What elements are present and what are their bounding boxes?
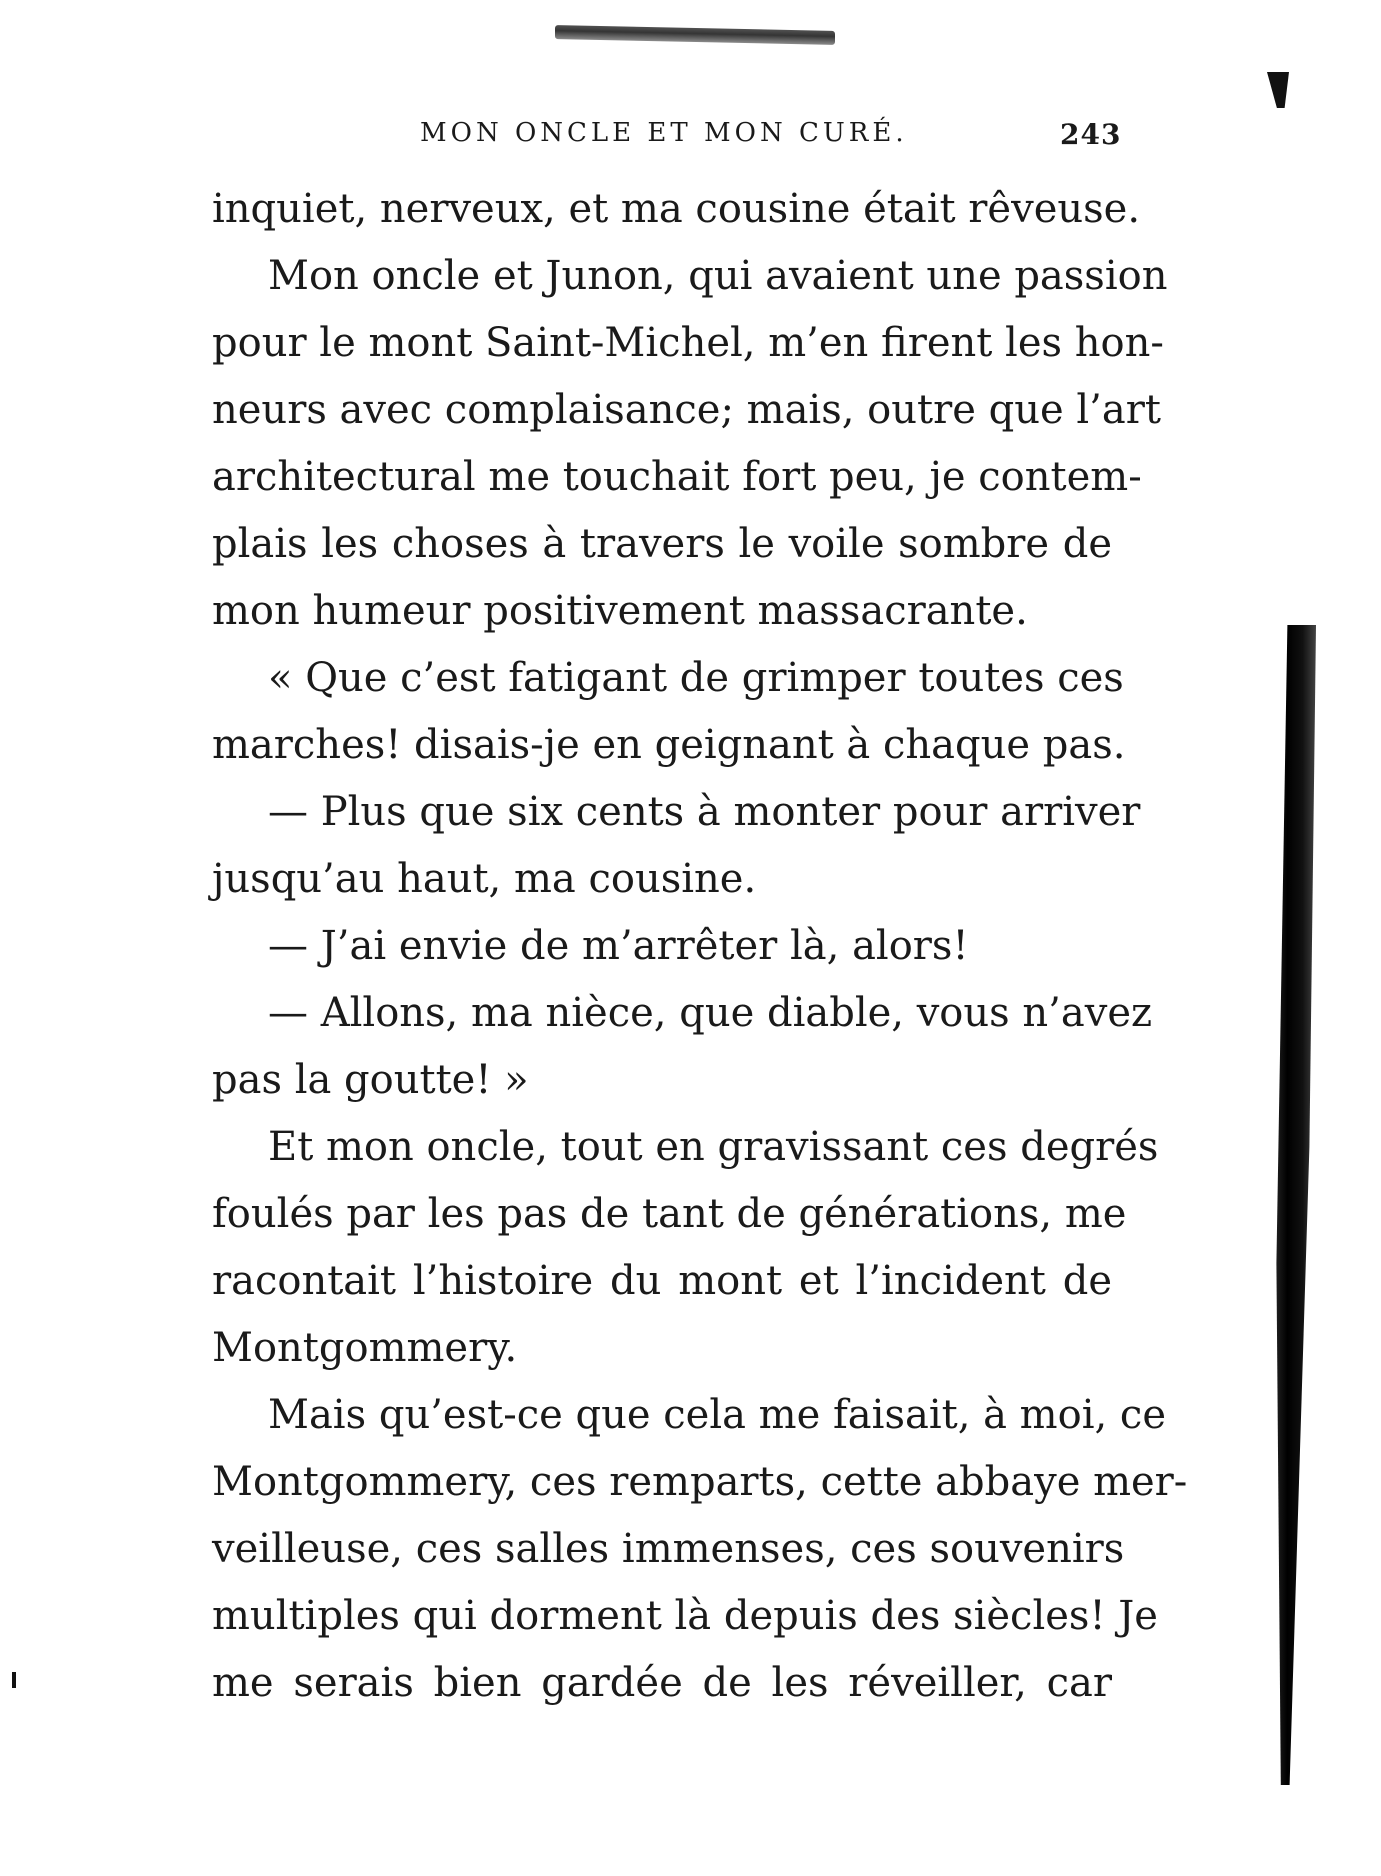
text-line: jusqu’au haut, ma cousine. bbox=[212, 856, 757, 902]
text-line: racontait l’histoire du mont et l’incident de bbox=[212, 1258, 1112, 1304]
text-line: Mais qu’est-ce que cela me faisait, à moi, ce bbox=[268, 1392, 1166, 1438]
text-line: Montgommery. bbox=[212, 1325, 518, 1371]
text-line: — Plus que six cents à monter pour arriver bbox=[268, 789, 1141, 835]
text-line: « Que c’est fatigant de grimper toutes ces bbox=[268, 655, 1124, 701]
text-line: foulés par les pas de tant de générations, me bbox=[212, 1191, 1127, 1237]
text-line: inquiet, nerveux, et ma cousine était rêveuse. bbox=[212, 186, 1141, 232]
text-line: Et mon oncle, tout en gravissant ces degrés bbox=[268, 1124, 1159, 1170]
text-line: neurs avec complaisance; mais, outre que l’art bbox=[212, 387, 1161, 433]
text-line: multiples qui dorment là depuis des siècles! Je bbox=[212, 1593, 1158, 1639]
text-line: veilleuse, ces salles immenses, ces souvenirs bbox=[212, 1526, 1125, 1572]
scan-artifact-corner-mark bbox=[1267, 72, 1289, 108]
scan-artifact-top-rule bbox=[555, 25, 835, 45]
text-line: — Allons, ma nièce, que diable, vous n’avez bbox=[268, 990, 1153, 1036]
text-line: pas la goutte! » bbox=[212, 1057, 529, 1103]
scan-artifact-page-edge bbox=[1272, 625, 1316, 1785]
text-line: marches! disais-je en geignant à chaque pas. bbox=[212, 722, 1126, 768]
scan-artifact-speck bbox=[12, 1672, 16, 1688]
text-line: Mon oncle et Junon, qui avaient une passion bbox=[268, 253, 1168, 299]
text-line: plais les choses à travers le voile sombre de bbox=[212, 521, 1112, 567]
text-line: Montgommery, ces remparts, cette abbaye mer- bbox=[212, 1459, 1188, 1505]
text-line: mon humeur positivement massacrante. bbox=[212, 588, 1028, 634]
text-line: pour le mont Saint-Michel, m’en firent les hon- bbox=[212, 320, 1164, 366]
running-title: MON ONCLE ET MON CURÉ. bbox=[420, 118, 908, 148]
body-text bbox=[212, 176, 1188, 1717]
page-number: 243 bbox=[1060, 118, 1122, 151]
text-line: architectural me touchait fort peu, je contem- bbox=[212, 454, 1142, 500]
text-line: me serais bien gardée de les réveiller, car bbox=[212, 1660, 1112, 1706]
running-head bbox=[420, 118, 1120, 158]
text-line: — J’ai envie de m’arrêter là, alors! bbox=[268, 923, 969, 969]
